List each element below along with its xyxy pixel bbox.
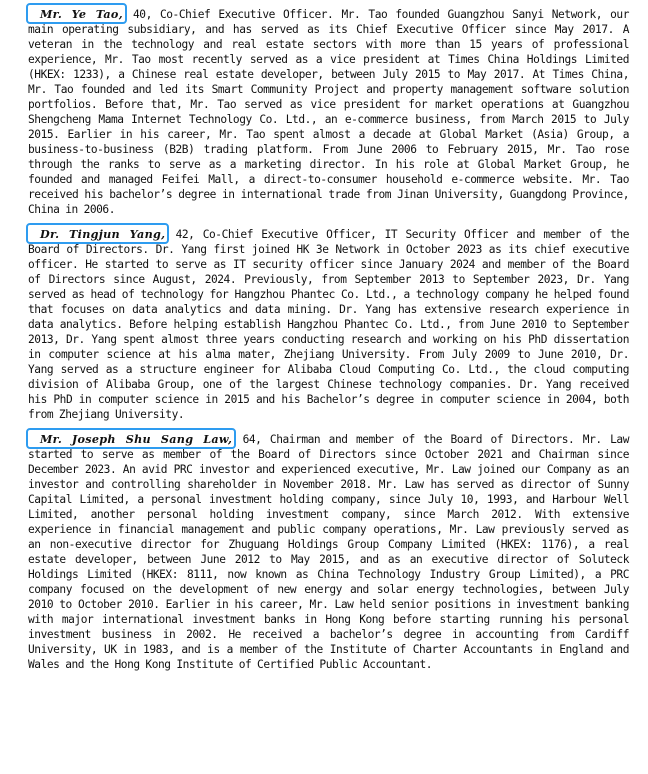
name-highlight-joseph-law: Mr. Joseph Shu Sang Law, [28, 430, 234, 447]
bio-tingjun-yang [28, 227, 629, 422]
bio-text-joseph-law: 64, Chairman and member of the Board of Directors. Mr. Law started to serve as member of the Board of Directors since October 2021 and Chairman since December 2023. An avid PRC investor and experienced executive, Mr. Law joined our Company as an investor and controlling shareholder in November 2018. Mr. Law has served as director of Sunny Capital Limited, a personal investment holding company, since July 10, 1993, and Harbour Well Limited, another personal holding investment company, since March 2012. With extensive experience in financial management and public company operations, Mr. Law previously served as an non-executive director for Zhuguang Holdings Group Company Limited (HKEX: 1176), a real estate developer, between June 2012 to May 2015, and as an executive director of Soluteck Holdings Limited (HKEX: 8111, now known as China Technology Industry Group Limited), a PRC company focused on the development of new energy and solar energy technologies, between July 2010 to October 2010. Earlier in his career, Mr. Law held senior positions in investment banking with major international investment banks in Hong Kong before starting running his personal investment business in 2002. He received a bachelor’s degree in accounting from Cardiff University, UK in 1983, and is a member of the Institute of Charter Accountants in England and Wales and the Hong Kong Institute of Certified Public Accountant. [28, 433, 629, 671]
document-page [28, 7, 629, 672]
bio-text-ye-tao: 40, Co-Chief Executive Officer. Mr. Tao founded Guangzhou Sanyi Network, our main operating subsidiary, and has served as its Chief Executive Officer since May 2017. A veteran in the technology and real estate sectors with more than 15 years of professional experience, Mr. Tao most recently served as a vice president at Times China Holdings Limited (HKEX: 1233), a Chinese real estate developer, between July 2015 to May 2017. At Times China, Mr. Tao founded and led its Smart Community Project and property management software solution portfolios. Before that, Mr. Tao served as vice president for market operations at Guangzhou Shengcheng Mama Internet Technology Co. Ltd., an e-commerce business, from March 2015 to July 2015. Earlier in his career, Mr. Tao spent almost a decade at Global Market (Asia) Group, a business-to-business (B2B) trading platform. From June 2006 to February 2015, Mr. Tao rose through the ranks to serve as a marketing director. In his role at Global Market Group, he founded and managed Feifei Mall, a direct-to-consumer household e-commerce website. Mr. Tao received his bachelor’s degree in international trade from Jinan University, Guangdong Province, China in 2006. [28, 8, 629, 216]
bio-joseph-law [28, 432, 629, 672]
bio-ye-tao [28, 7, 629, 217]
bio-text-tingjun-yang: 42, Co-Chief Executive Officer, IT Security Officer and member of the Board of Directors. Dr. Yang first joined HK 3e Network in October 2023 as its chief executive officer. He started to serve as IT security officer since January 2024 and member of the Board of Directors since August, 2024. Previously, from September 2013 to September 2023, Dr. Yang served as head of technology for Hangzhou Phantec Co. Ltd., a technology company he helped found that focuses on data analytics and data mining. Dr. Yang has extensive research experience in data analytics. Before helping establish Hangzhou Phantec Co. Ltd., from June 2010 to September 2013, Dr. Yang spent almost three years conducting research and working on his PhD dissertation in computer science at his alma mater, Zhejiang University. From July 2009 to June 2010, Dr. Yang served as a structure engineer for Alibaba Cloud Computing Co. Ltd., the cloud computing division of Alibaba Group, one of the largest Chinese technology companies. Dr. Yang received his PhD in computer science in 2015 and his Bachelor’s degree in computer science in 2004, both from Zhejiang University. [28, 228, 629, 421]
name-highlight-ye-tao: Mr. Ye Tao, [28, 5, 125, 22]
name-highlight-tingjun-yang: Dr. Tingjun Yang, [28, 225, 167, 242]
